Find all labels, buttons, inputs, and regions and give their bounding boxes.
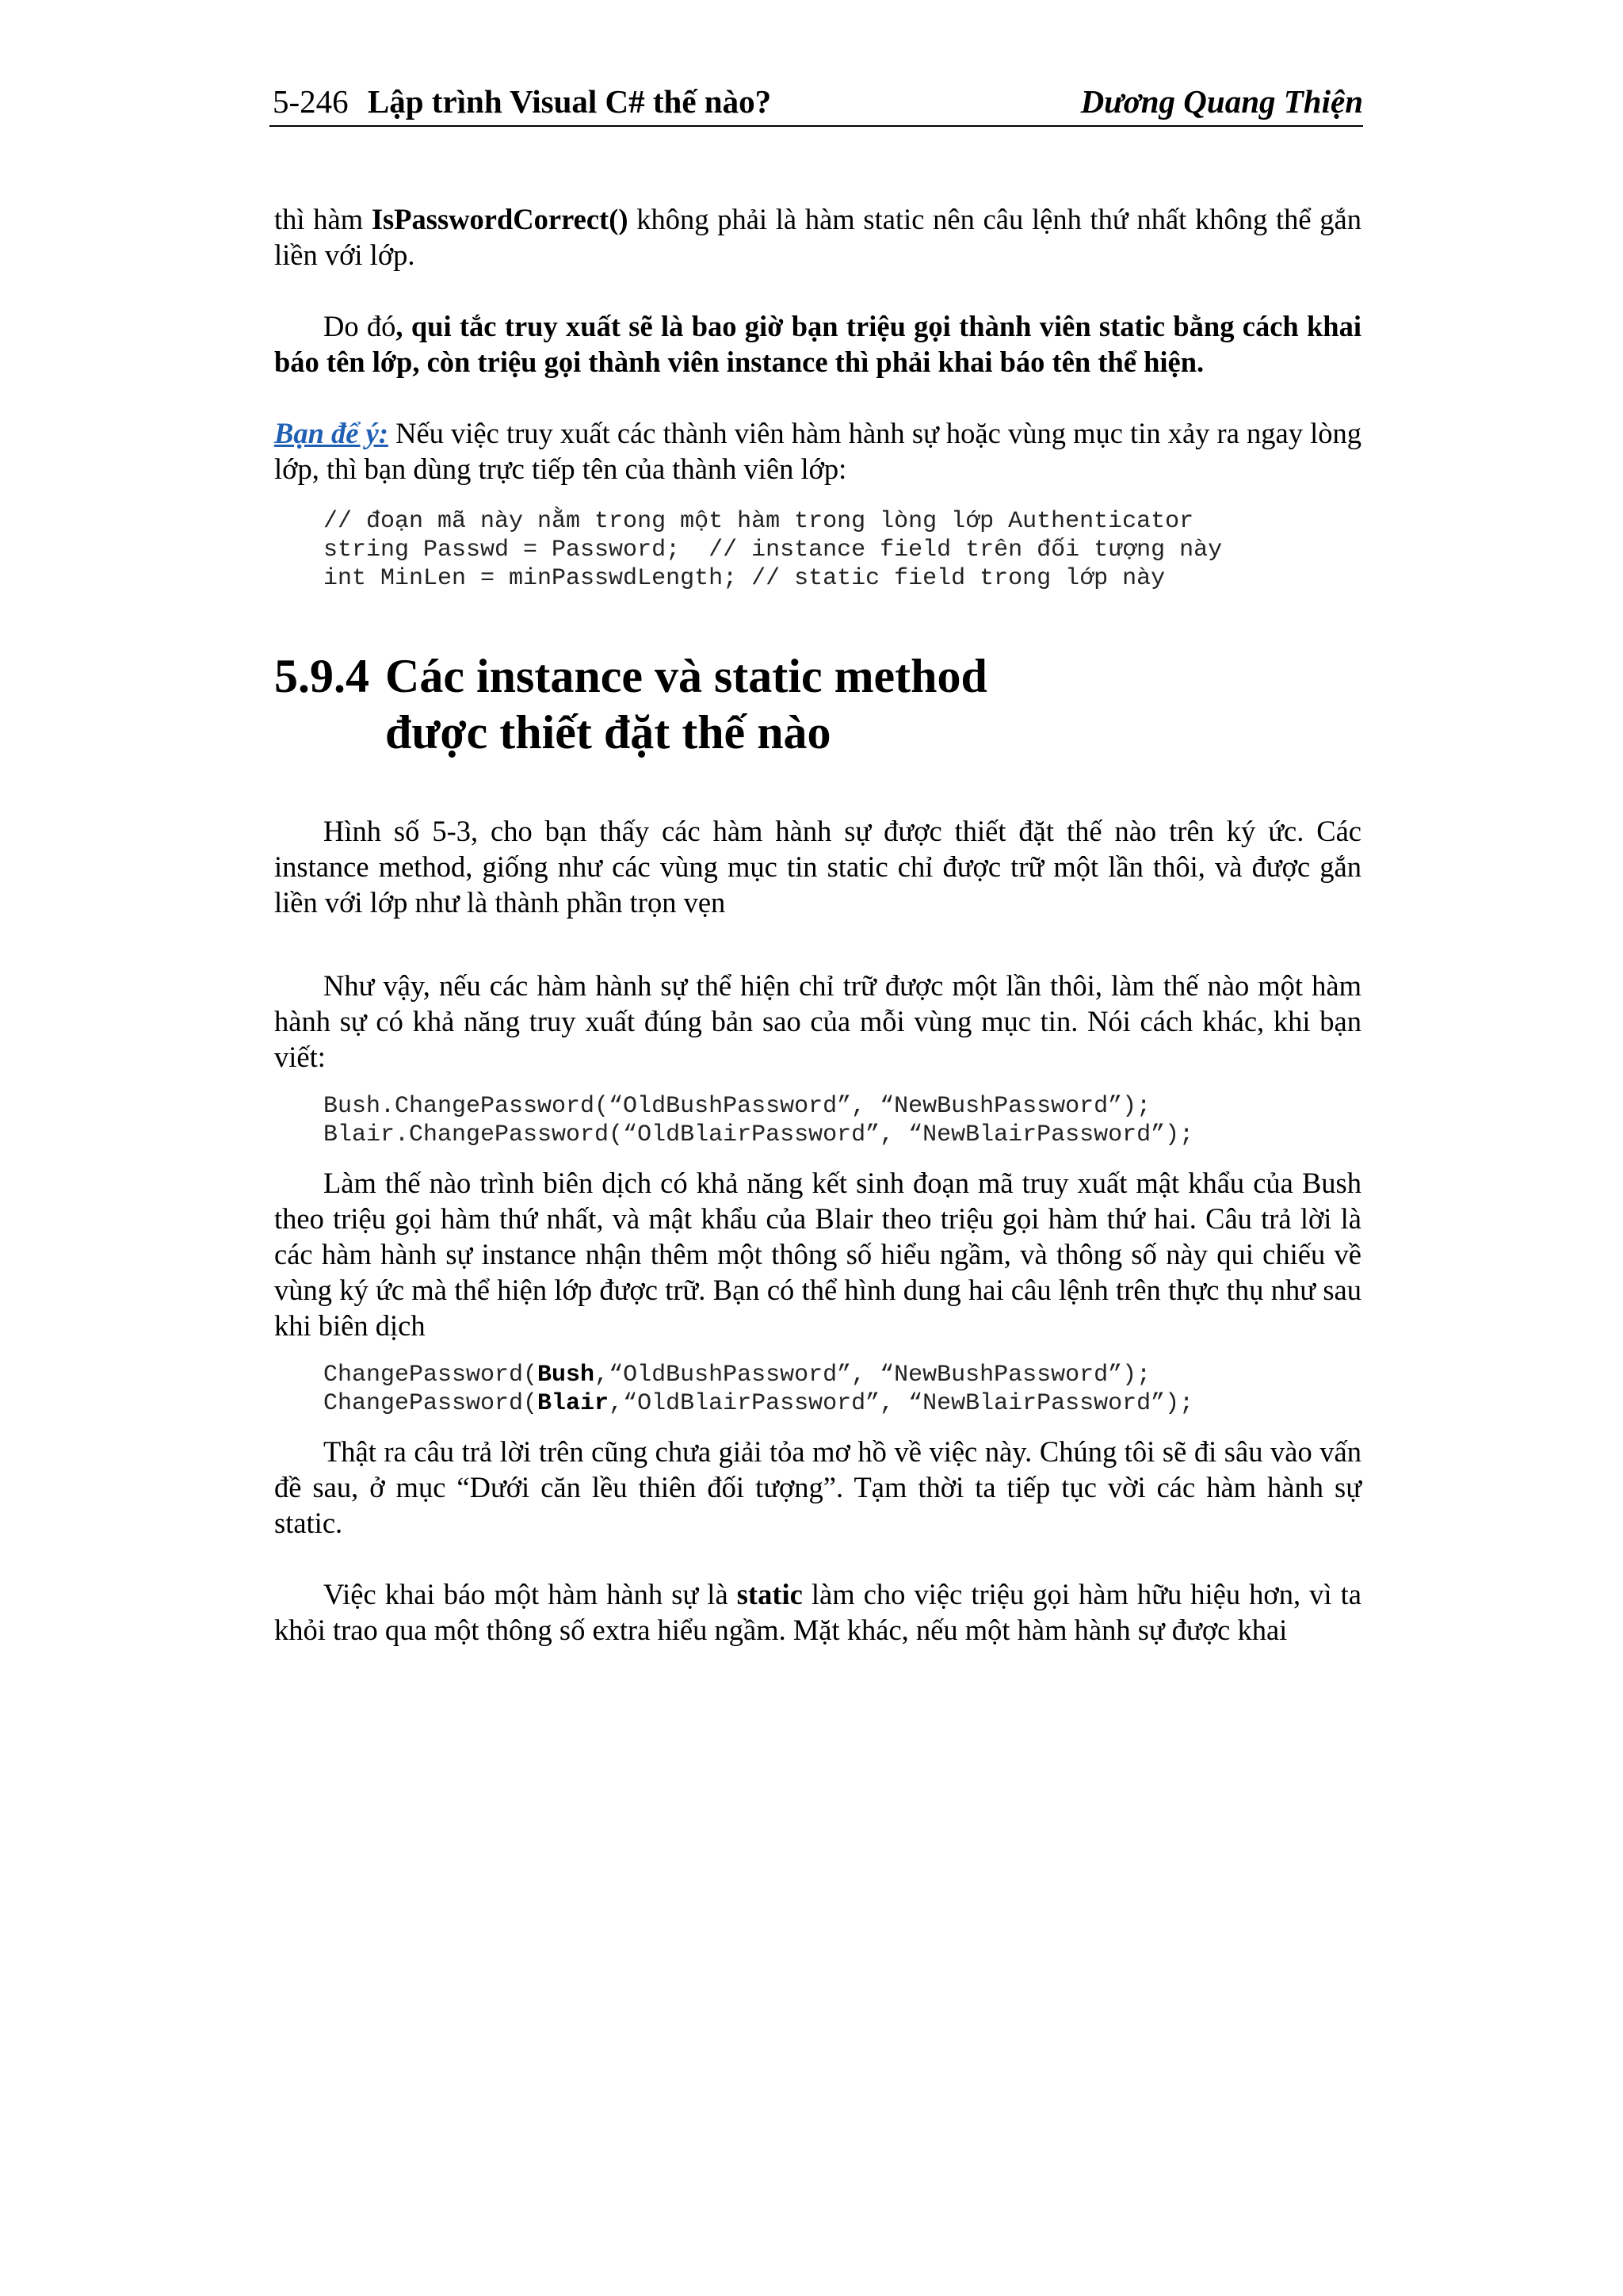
paragraph-rule	[274, 308, 1361, 380]
text: làm cho việc triệu gọi hàm hữu hiệu hơn, vì ta khỏi trao qua một thông số extra hiểu ngầm. Mặt khác, nếu một hàm hành sự được khai	[274, 1578, 1361, 1646]
paragraph	[274, 201, 1361, 273]
paragraph	[274, 1576, 1361, 1648]
code-line	[323, 1389, 1361, 1418]
paragraph: Làm thế nào trình biên dịch có khả năng kết sinh đoạn mã truy xuất mật khẩu của Bush theo triệu gọi hàm thứ nhất, và mật khẩu của Blair theo triệu gọi hàm thứ hai. Câu trả lời là các hàm hành sự instance nhận thêm một thông số hiểu ngầm, và thông số này qui chiếu về vùng ký ức mà thể hiện lớp được trữ. Bạn có thể hình dung hai câu lệnh trên thực thụ như sau khi biên dịch	[274, 1167, 1361, 1342]
book-title: Lập trình Visual C# thế nào?	[367, 83, 772, 120]
text: Việc khai báo một hàm hành sự là	[323, 1578, 737, 1610]
text: Nếu việc truy xuất các thành viên hàm hành sự hoặc vùng mục tin xảy ra ngay lòng lớp, thì bạn dùng trực tiếp tên của thành viên lớp:	[274, 417, 1361, 485]
paragraph: Thật ra câu trả lời trên cũng chưa giải tỏa mơ hồ về việc này. Chúng tôi sẽ đi sâu vào vấn đề sau, ở mục “Dưới căn lều thiên đối tượng”. Tạm thời ta tiếp tục vời các hàm hành sự static.	[274, 1435, 1361, 1539]
code-text: ,“OldBushPassword”, “NewBushPassword”);	[594, 1362, 1151, 1389]
page-content	[274, 201, 1361, 1648]
code-line: int MinLen = minPasswdLength; // static field trong lớp này	[323, 565, 1166, 592]
code-block	[323, 1361, 1361, 1418]
section-title-line2: được thiết đặt thế nào	[385, 706, 831, 758]
text: thì hàm	[274, 203, 372, 235]
paragraph: Như vậy, nếu các hàm hành sự thể hiện chỉ trữ được một lần thôi, làm thế nào một hàm hành sự có khả năng truy xuất đúng bản sao của mỗi vùng mục tin. Nói cách khác, khi bạn viết:	[274, 969, 1361, 1073]
section-number: 5.9.4	[274, 650, 369, 702]
code-text: ,“OldBlairPassword”, “NewBlairPassword”);	[609, 1390, 1194, 1417]
note-paragraph	[274, 415, 1361, 487]
section-title-line1: Các instance và static method	[385, 650, 987, 702]
code-line: string Passwd = Password; // instance field trên đối tượng này	[323, 537, 1223, 563]
page-number: 5-246	[273, 83, 349, 120]
page-header	[269, 76, 1363, 127]
paragraph: Hình số 5-3, cho bạn thấy các hàm hành sự được thiết đặt thế nào trên ký ức. Các instance method, giống như các vùng mục tin static chỉ được trữ một lần thôi, và được gắn liền với lớp như là thành phần trọn vẹn	[274, 815, 1361, 919]
code-line: Bush.ChangePassword(“OldBushPassword”, “NewBushPassword”);	[323, 1093, 1151, 1120]
code-text: ChangePassword(	[323, 1362, 538, 1389]
code-line	[323, 1361, 1361, 1389]
header-left	[273, 82, 771, 120]
code-line: // đoạn mã này nằm trong một hàm trong lòng lớp Authenticator	[323, 508, 1194, 535]
code-text: ChangePassword(	[323, 1390, 538, 1417]
code-block	[323, 1092, 1361, 1149]
bold-keyword: static	[736, 1578, 803, 1610]
code-bold-arg: Blair	[537, 1390, 609, 1417]
section-heading	[274, 648, 1361, 761]
text: Do đó	[323, 310, 396, 342]
code-bold-arg: Bush	[537, 1362, 595, 1389]
code-block	[323, 507, 1361, 593]
text: không phải là hàm static nên câu lệnh thứ nhất không thể gắn liền với lớp.	[274, 203, 1361, 271]
author-name: Dương Quang Thiện	[1080, 83, 1363, 120]
note-label: Bạn để ý:	[274, 417, 388, 449]
bold-rule-text: , qui tắc truy xuất sẽ là bao giờ bạn triệu gọi thành viên static bằng cách khai báo tên lớp, còn triệu gọi thành viên instance thì phải khai báo tên thể hiện.	[274, 310, 1361, 378]
code-line: Blair.ChangePassword(“OldBlairPassword”, “NewBlairPassword”);	[323, 1121, 1194, 1148]
method-name: IsPasswordCorrect()	[371, 203, 628, 235]
